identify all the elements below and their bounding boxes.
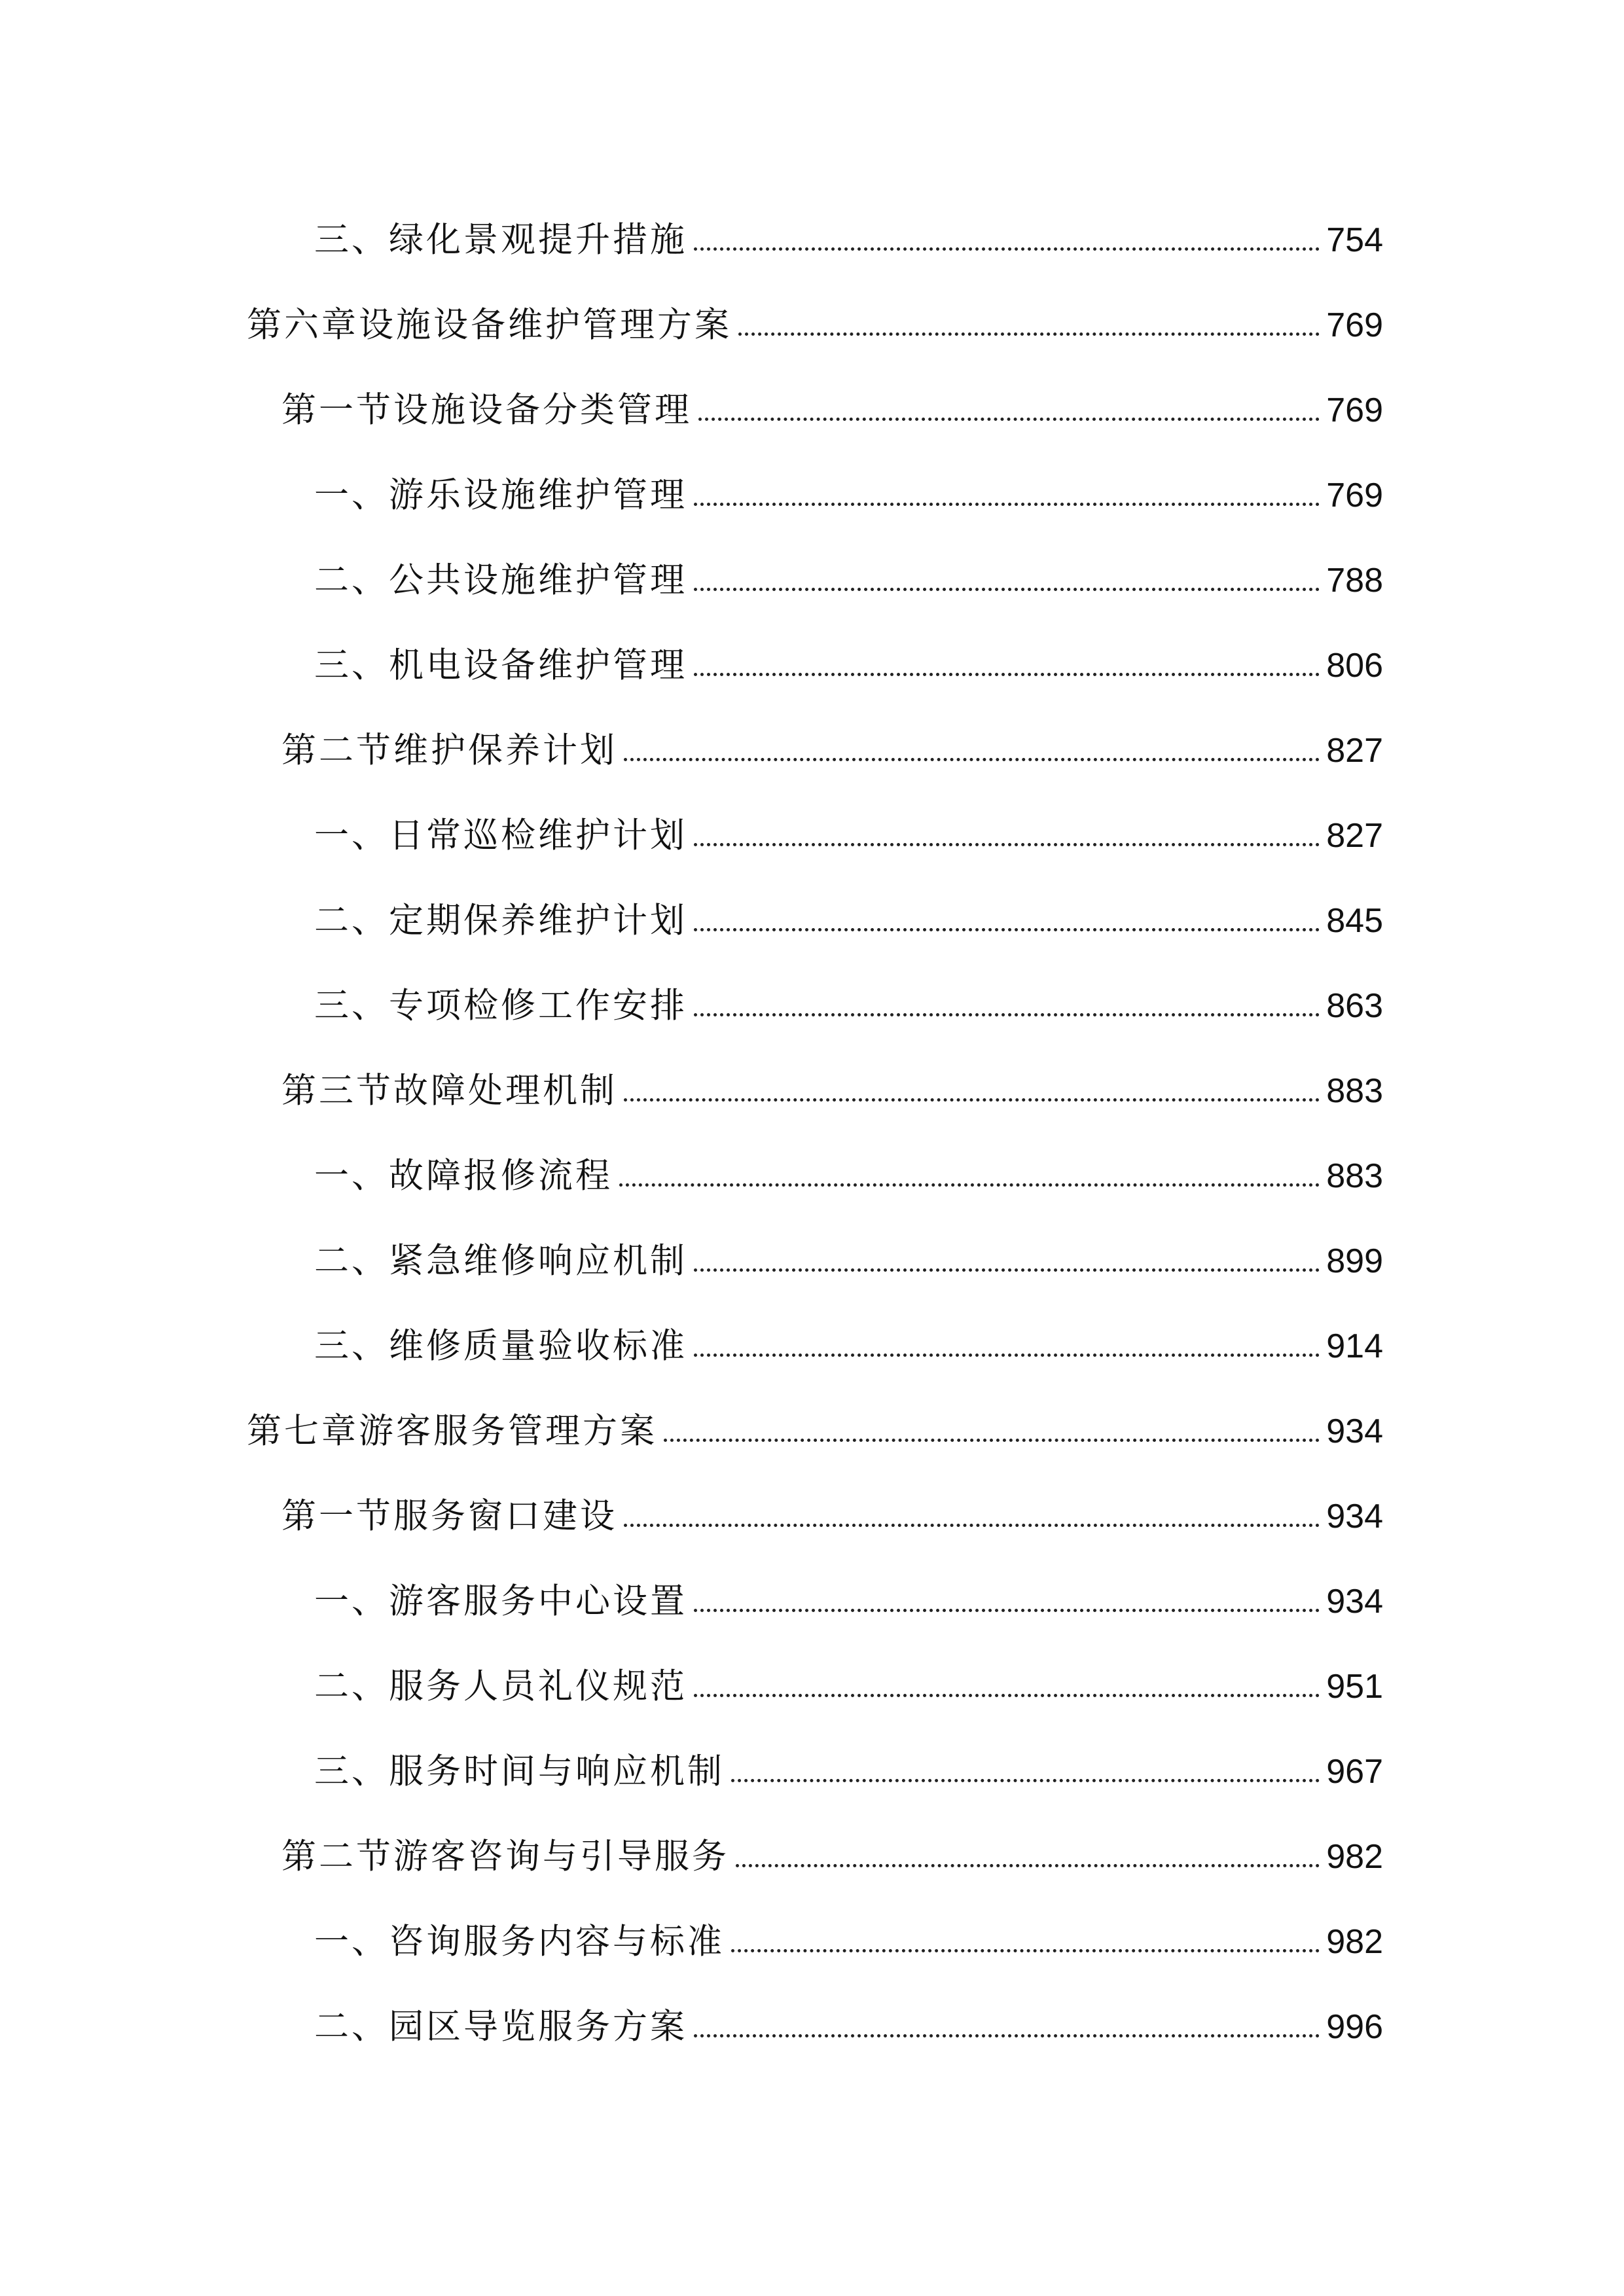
toc-entry-page: 788 <box>1326 562 1383 600</box>
toc-entry[interactable] <box>314 1657 1383 1716</box>
toc-entry-title: 二、紧急维修响应机制 <box>314 1241 687 1281</box>
dot-leader <box>694 588 1320 591</box>
dot-leader <box>694 2034 1320 2037</box>
dot-leader <box>694 928 1320 931</box>
toc-entry[interactable] <box>314 806 1383 865</box>
toc-entry-title: 第二节维护保养计划 <box>281 730 617 770</box>
toc-entry-page: 951 <box>1326 1668 1383 1706</box>
toc-entry[interactable] <box>314 551 1383 610</box>
toc-entry-title: 一、故障报修流程 <box>314 1156 613 1196</box>
toc-entry-title: 第二节游客咨询与引导服务 <box>281 1837 729 1876</box>
toc-entry-title: 第七章游客服务管理方案 <box>247 1411 657 1451</box>
toc-entry-page: 806 <box>1326 647 1383 685</box>
toc-entry[interactable] <box>281 721 1383 780</box>
dot-leader <box>731 1779 1320 1782</box>
toc-entry-title: 三、绿化景观提升措施 <box>314 220 687 260</box>
dot-leader <box>624 1098 1320 1102</box>
toc-entry-page: 883 <box>1326 1157 1383 1195</box>
toc-entry-title: 二、服务人员礼仪规范 <box>314 1666 687 1706</box>
toc-entry[interactable] <box>281 381 1383 440</box>
dot-leader <box>694 843 1320 846</box>
toc-entry-title: 一、咨询服务内容与标准 <box>314 1922 725 1962</box>
toc-entry[interactable] <box>314 636 1383 695</box>
toc-entry[interactable] <box>281 1487 1383 1546</box>
toc-entry-page: 863 <box>1326 987 1383 1025</box>
toc-entry-page: 769 <box>1326 391 1383 429</box>
dot-leader <box>694 1268 1320 1272</box>
toc-entry-page: 934 <box>1326 1412 1383 1450</box>
toc-entry-page: 934 <box>1326 1583 1383 1621</box>
dot-leader <box>694 1694 1320 1697</box>
toc-entry-title: 第一节服务窗口建设 <box>281 1496 617 1536</box>
dot-leader <box>738 332 1320 336</box>
dot-leader <box>694 247 1320 251</box>
toc-entry-page: 845 <box>1326 902 1383 940</box>
toc-entry-page: 827 <box>1326 732 1383 770</box>
toc-entry[interactable] <box>247 296 1383 355</box>
toc-entry-title: 第三节故障处理机制 <box>281 1071 617 1111</box>
toc-entry-title: 第一节设施设备分类管理 <box>281 390 692 430</box>
toc-entry-page: 769 <box>1326 306 1383 344</box>
toc-entry-page: 982 <box>1326 1838 1383 1876</box>
toc-entry[interactable] <box>314 1317 1383 1376</box>
toc-entry[interactable] <box>314 977 1383 1035</box>
dot-leader <box>694 1013 1320 1016</box>
toc-entry[interactable] <box>314 1742 1383 1801</box>
toc-entry[interactable] <box>314 891 1383 950</box>
dot-leader <box>736 1864 1320 1867</box>
dot-leader <box>624 758 1320 761</box>
toc-entry-title: 三、专项检修工作安排 <box>314 986 687 1026</box>
toc-entry-page: 982 <box>1326 1923 1383 1961</box>
toc-entry-title: 二、定期保养维护计划 <box>314 901 687 941</box>
toc-entry-page: 899 <box>1326 1242 1383 1280</box>
toc-entry[interactable] <box>314 466 1383 525</box>
dot-leader <box>694 1609 1320 1612</box>
toc-entry-title: 一、游客服务中心设置 <box>314 1581 687 1621</box>
toc-entry[interactable] <box>314 1147 1383 1206</box>
toc-entry-page: 883 <box>1326 1072 1383 1110</box>
toc-entry-page: 754 <box>1326 221 1383 259</box>
toc-entry-title: 三、维修质量验收标准 <box>314 1326 687 1366</box>
dot-leader <box>731 1949 1320 1952</box>
toc-entry-title: 二、公共设施维护管理 <box>314 560 687 600</box>
toc-entry-page: 996 <box>1326 2008 1383 2046</box>
toc-entry-page: 967 <box>1326 1753 1383 1791</box>
toc-entry-page: 914 <box>1326 1327 1383 1365</box>
toc-entry-title: 一、日常巡检维护计划 <box>314 816 687 855</box>
dot-leader <box>698 418 1320 421</box>
toc-entry-title: 二、园区导览服务方案 <box>314 2007 687 2047</box>
toc-entry[interactable] <box>314 1912 1383 1971</box>
dot-leader <box>619 1183 1320 1187</box>
toc-entry-page: 934 <box>1326 1498 1383 1535</box>
toc-entry-page: 769 <box>1326 476 1383 514</box>
toc-entry[interactable] <box>247 1402 1383 1461</box>
toc-entry[interactable] <box>314 1232 1383 1291</box>
toc-entry-title: 第六章设施设备维护管理方案 <box>247 305 732 345</box>
dot-leader <box>694 673 1320 676</box>
dot-leader <box>694 503 1320 506</box>
toc-entry[interactable] <box>314 1572 1383 1631</box>
dot-leader <box>624 1524 1320 1527</box>
toc-entry[interactable] <box>281 1827 1383 1886</box>
dot-leader <box>664 1439 1320 1442</box>
toc-entry-title: 三、机电设备维护管理 <box>314 645 687 685</box>
toc-entry-title: 三、服务时间与响应机制 <box>314 1751 725 1791</box>
toc-entry[interactable] <box>314 1998 1383 2056</box>
toc-entry[interactable] <box>281 1062 1383 1121</box>
toc-entry-page: 827 <box>1326 817 1383 855</box>
dot-leader <box>694 1354 1320 1357</box>
toc-entry[interactable] <box>314 211 1383 270</box>
toc-entry-title: 一、游乐设施维护管理 <box>314 475 687 515</box>
